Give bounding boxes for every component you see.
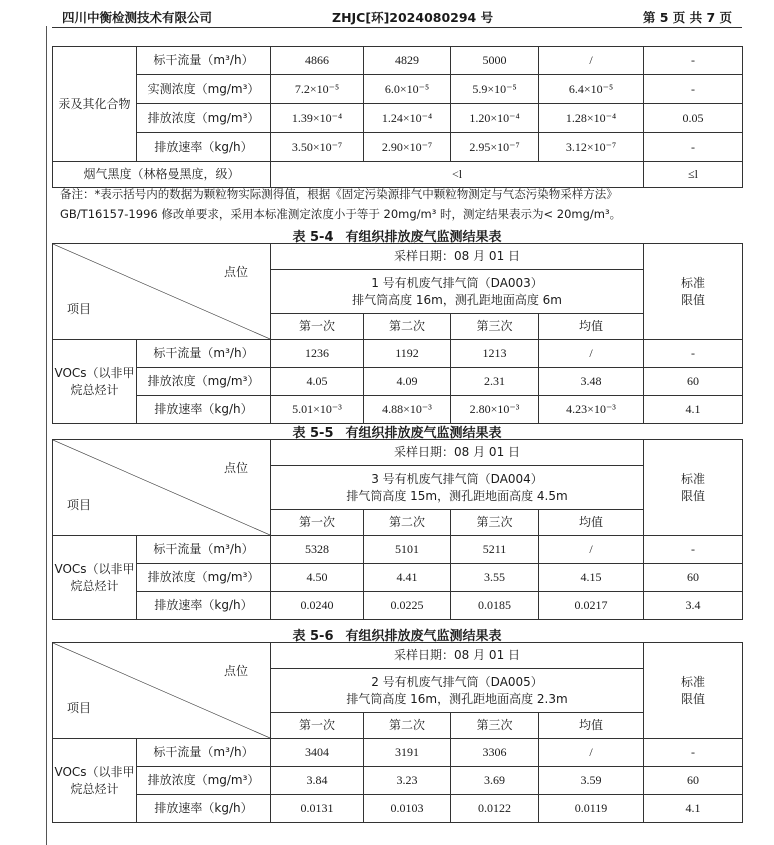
row-label: 排放浓度（mg/m³） (137, 564, 271, 592)
cell: 3.23 (364, 767, 451, 795)
results-table-5-5 (52, 439, 743, 620)
cell: 1.20×10⁻⁴ (451, 104, 539, 133)
pollutant-group-label (53, 340, 137, 424)
cell: 4.88×10⁻³ (364, 396, 451, 424)
col-header: 均值 (539, 510, 644, 536)
cell: 5000 (451, 47, 539, 75)
sample-date: 采样日期：08 月 01 日 (271, 244, 644, 270)
row-label: 标干流量（m³/h） (137, 340, 271, 368)
outlet-name: 2 号有机废气排气筒（DA005） (371, 675, 543, 690)
std-cell: - (644, 47, 743, 75)
cell: 4.50 (271, 564, 364, 592)
std-cell: 4.1 (644, 396, 743, 424)
item-label: 项目 (67, 700, 92, 715)
cell: 5101 (364, 536, 451, 564)
col-header: 第三次 (451, 314, 539, 340)
group-line: 烷总烃计 (70, 781, 119, 796)
std-cell: - (644, 739, 743, 767)
cell: 0.0122 (451, 795, 539, 823)
page-header (52, 8, 742, 26)
std-header (644, 244, 743, 340)
table-title: 有组织排放废气监测结果表 (345, 629, 502, 644)
col-header: 第一次 (271, 713, 364, 739)
company-name: 四川中衡检测技术有限公司 (62, 10, 213, 25)
table-title: 有组织排放废气监测结果表 (345, 230, 502, 245)
results-table-5-6 (52, 642, 743, 823)
cell: 3.59 (539, 767, 644, 795)
outlet-name: 1 号有机废气排气筒（DA003） (371, 276, 543, 291)
cell: 4.15 (539, 564, 644, 592)
item-label: 项目 (67, 497, 92, 512)
std-cell: - (644, 340, 743, 368)
cell: 0.0103 (364, 795, 451, 823)
cell: 2.95×10⁻⁷ (451, 133, 539, 162)
pollutant-group-label: 汞及其化合物 (53, 47, 137, 162)
row-label: 排放速率（kg/h） (137, 592, 271, 620)
group-line: VOCs（以非甲 (54, 765, 135, 780)
smoke-blackness-value: <l (271, 162, 644, 188)
cell: 2.90×10⁻⁷ (364, 133, 451, 162)
cell: 6.0×10⁻⁵ (364, 75, 451, 104)
cell: 1.24×10⁻⁴ (364, 104, 451, 133)
std-header (644, 643, 743, 739)
cell: 1.39×10⁻⁴ (271, 104, 364, 133)
smoke-blackness-label: 烟气黑度（林格曼黑度，级） (53, 162, 271, 188)
col-header: 第一次 (271, 314, 364, 340)
limit-label: 限值 (681, 292, 706, 307)
header-diagonal-cell (53, 440, 271, 536)
cell: 5.9×10⁻⁵ (451, 75, 539, 104)
cell: / (539, 739, 644, 767)
header-rule (52, 27, 742, 28)
cell: / (539, 536, 644, 564)
group-line: VOCs（以非甲 (54, 562, 135, 577)
report-number: ZHJC[环]2024080294 号 (332, 10, 494, 25)
cell: 4.09 (364, 368, 451, 396)
std-label: 标准 (681, 472, 706, 487)
results-table-5-4 (52, 243, 743, 424)
cell: 3.12×10⁻⁷ (539, 133, 644, 162)
point-label: 点位 (223, 461, 248, 475)
cell: 2.31 (451, 368, 539, 396)
cell: 1.28×10⁻⁴ (539, 104, 644, 133)
outlet-heights: 排气筒高度 16m，测孔距地面高度 2.3m (346, 691, 568, 706)
pollutant-group-label (53, 739, 137, 823)
col-header: 第三次 (451, 713, 539, 739)
cell: 4.23×10⁻³ (539, 396, 644, 424)
col-header: 第二次 (364, 314, 451, 340)
cell: 0.0217 (539, 592, 644, 620)
row-label: 排放速率（kg/h） (137, 133, 271, 162)
std-cell: - (644, 75, 743, 104)
cell: 0.0240 (271, 592, 364, 620)
sample-date: 采样日期：08 月 01 日 (271, 440, 644, 466)
table-number: 表 5-6 (292, 629, 334, 644)
table-number: 表 5-5 (292, 426, 334, 441)
note-text (60, 184, 740, 224)
cell: 3.55 (451, 564, 539, 592)
col-header: 第二次 (364, 713, 451, 739)
cell: 1236 (271, 340, 364, 368)
point-label: 点位 (223, 265, 248, 279)
item-label: 项目 (67, 301, 92, 316)
std-cell: 60 (644, 368, 743, 396)
cell: 4829 (364, 47, 451, 75)
cell: 4.41 (364, 564, 451, 592)
std-cell: 4.1 (644, 795, 743, 823)
std-label: 标准 (681, 675, 706, 690)
cell: 3.69 (451, 767, 539, 795)
header-diagonal-cell (53, 244, 271, 340)
mercury-table (52, 46, 743, 188)
col-header: 第一次 (271, 510, 364, 536)
outlet-heights: 排气筒高度 15m，测孔距地面高度 4.5m (346, 488, 568, 503)
row-label: 排放速率（kg/h） (137, 396, 271, 424)
cell: 7.2×10⁻⁵ (271, 75, 364, 104)
cell: 0.0225 (364, 592, 451, 620)
std-cell: 60 (644, 564, 743, 592)
group-line: 烷总烃计 (70, 578, 119, 593)
col-header: 第二次 (364, 510, 451, 536)
col-header: 第三次 (451, 510, 539, 536)
page-number: 第 5 页 共 7 页 (642, 10, 732, 25)
std-label: 标准 (681, 276, 706, 291)
row-label: 标干流量（m³/h） (137, 47, 271, 75)
cell: 6.4×10⁻⁵ (539, 75, 644, 104)
limit-label: 限值 (681, 691, 706, 706)
point-label: 点位 (223, 664, 248, 678)
row-label: 排放速率（kg/h） (137, 795, 271, 823)
row-label: 标干流量（m³/h） (137, 536, 271, 564)
row-label: 排放浓度（mg/m³） (137, 767, 271, 795)
group-line: VOCs（以非甲 (54, 366, 135, 381)
std-cell: 0.05 (644, 104, 743, 133)
cell: 4.05 (271, 368, 364, 396)
cell: 0.0131 (271, 795, 364, 823)
cell: 5211 (451, 536, 539, 564)
std-cell: ≤l (644, 162, 743, 188)
cell: 0.0185 (451, 592, 539, 620)
cell: 5328 (271, 536, 364, 564)
row-label: 标干流量（m³/h） (137, 739, 271, 767)
std-cell: - (644, 133, 743, 162)
cell: 3404 (271, 739, 364, 767)
cell: 3.84 (271, 767, 364, 795)
diagonal-line (53, 244, 270, 339)
binding-margin-line (46, 26, 47, 845)
outlet-name: 3 号有机废气排气筒（DA004） (371, 472, 543, 487)
header-diagonal-cell (53, 643, 271, 739)
cell: 0.0119 (539, 795, 644, 823)
diagonal-line (53, 643, 270, 738)
pollutant-group-label (53, 536, 137, 620)
cell: 1192 (364, 340, 451, 368)
sample-date: 采样日期：08 月 01 日 (271, 643, 644, 669)
row-label: 实测浓度（mg/m³） (137, 75, 271, 104)
cell: 1213 (451, 340, 539, 368)
std-cell: 3.4 (644, 592, 743, 620)
cell: 5.01×10⁻³ (271, 396, 364, 424)
col-header: 均值 (539, 713, 644, 739)
cell: / (539, 340, 644, 368)
cell: 3306 (451, 739, 539, 767)
row-label: 排放浓度（mg/m³） (137, 104, 271, 133)
std-cell: 60 (644, 767, 743, 795)
cell: 3.48 (539, 368, 644, 396)
cell: 3191 (364, 739, 451, 767)
outlet-info (271, 466, 644, 510)
std-cell: - (644, 536, 743, 564)
diagonal-line (53, 440, 270, 535)
cell: 4866 (271, 47, 364, 75)
outlet-info (271, 270, 644, 314)
note-line-2: GB/T16157-1996 修改单要求，采用本标准测定浓度小于等于 20mg/m³ 时，测定结果表示为< 20mg/m³。 (60, 207, 622, 221)
std-header (644, 440, 743, 536)
col-header: 均值 (539, 314, 644, 340)
row-label: 排放浓度（mg/m³） (137, 368, 271, 396)
note-line-1: 备注：*表示括号内的数据为颗粒物实际测得值，根据《固定污染源排气中颗粒物测定与气态污染物采样方法》 (60, 187, 618, 201)
group-line: 烷总烃计 (70, 382, 119, 397)
limit-label: 限值 (681, 488, 706, 503)
outlet-heights: 排气筒高度 16m，测孔距地面高度 6m (352, 292, 562, 307)
table-title: 有组织排放废气监测结果表 (345, 426, 502, 441)
outlet-info (271, 669, 644, 713)
cell: 2.80×10⁻³ (451, 396, 539, 424)
cell: 3.50×10⁻⁷ (271, 133, 364, 162)
table-number: 表 5-4 (292, 230, 334, 245)
cell: / (539, 47, 644, 75)
